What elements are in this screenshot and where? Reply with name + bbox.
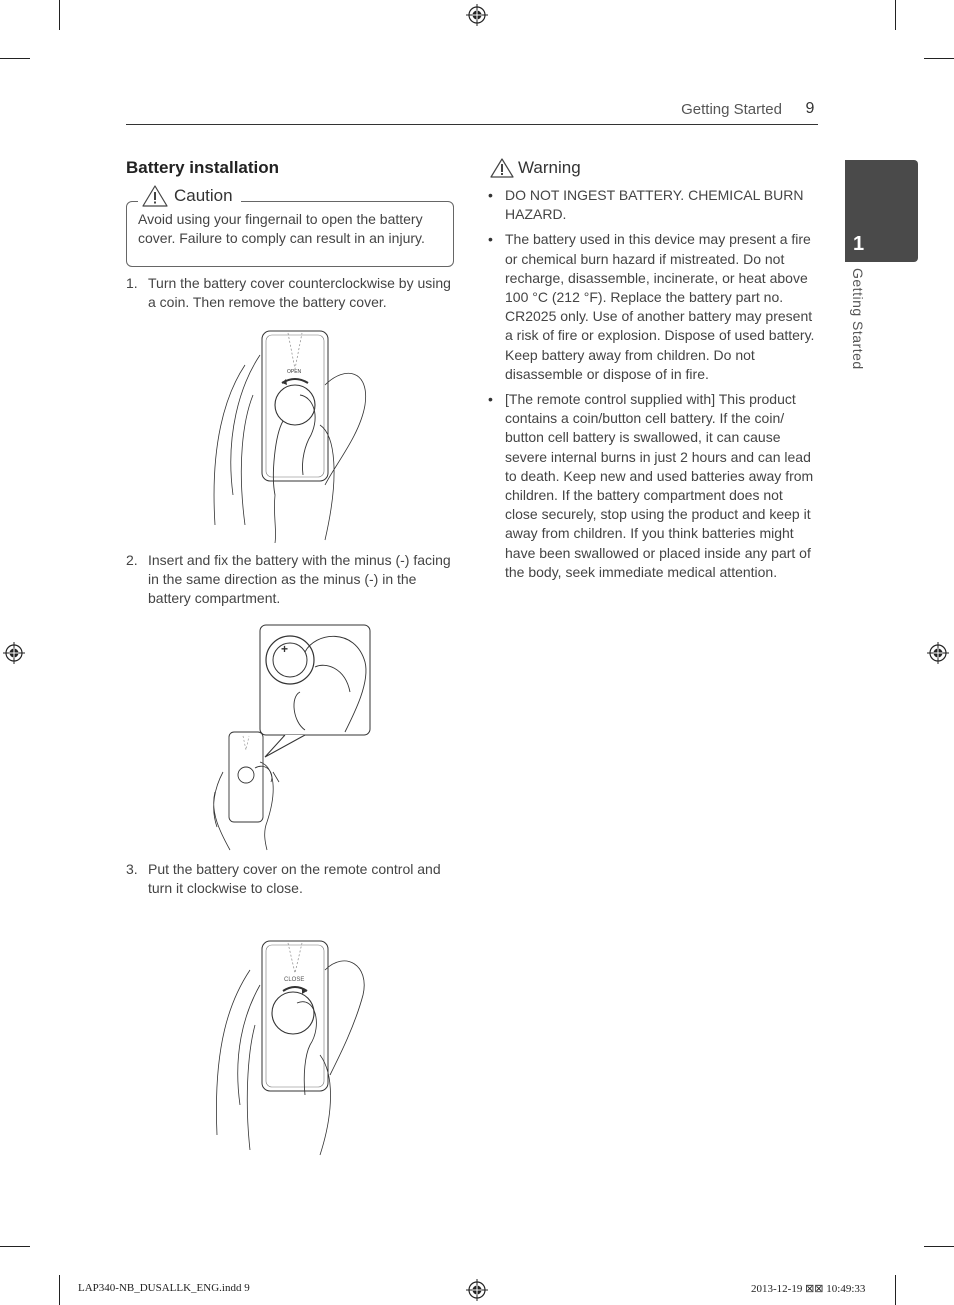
insert-battery-illustration [205, 622, 375, 852]
crop-mark [0, 1246, 30, 1247]
registration-mark-icon [927, 642, 949, 664]
crop-mark [59, 1275, 60, 1305]
crop-mark [59, 0, 60, 30]
crop-mark [924, 58, 954, 59]
chapter-tab-number: 1 [853, 233, 865, 255]
step-number: 3. [126, 861, 138, 877]
registration-mark-icon [466, 1279, 488, 1301]
warning-item: • DO NOT INGEST BATTERY. CHEMICAL BURN HAZARD. [487, 186, 819, 224]
registration-mark-icon [466, 4, 488, 26]
step-text: Insert and fix the battery with the minus (-) facing in the same direction as the minus (-) in the battery compartment. [148, 552, 451, 606]
open-cover-illustration [205, 325, 375, 545]
warning-title: Warning [518, 158, 581, 177]
footer-file-info: LAP340-NB_DUSALLK_ENG.indd 9 [78, 1282, 250, 1294]
warning-item: • The battery used in this device may present a fire or chemical burn hazard if mistreated. Do not recharge, disassemble, incinerate, or heat above 100 °C (212 °F). Replace the battery part no. CR2025 only. Use of another battery may present a risk of fire or explosion. Dispose of used battery. Keep battery away from children. Do not disassemble or dispose of in fire. [487, 230, 819, 384]
plus-label: + [281, 642, 289, 656]
warning-list [487, 186, 819, 588]
warning-heading [490, 158, 581, 178]
warning-item: • [The remote control supplied with] This product contains a coin/button cell battery. If the coin/ button cell battery is swallowed, it can cause severe internal burns in just 2 hours and can lead to death. Keep new and used batteries away from children. If the battery compartment does not close securely, stop using the product and keep it away from children. If you think batteries might have been swallowed or placed inside any part of the body, seek immediate medical attention. [487, 390, 819, 582]
crop-mark [895, 0, 896, 30]
open-label: OPEN [287, 369, 302, 375]
step-2 [126, 551, 456, 608]
footer-timestamp: 2013-12-19 ⊠⊠ 10:49:33 [751, 1283, 866, 1295]
caution-title: Caution [174, 186, 233, 205]
step-text: Put the battery cover on the remote control and turn it clockwise to close. [148, 861, 441, 896]
crop-mark [924, 1246, 954, 1247]
close-label: CLOSE [284, 977, 305, 983]
step-1 [126, 274, 456, 312]
step-number: 1. [126, 275, 138, 291]
crop-mark [895, 1275, 896, 1305]
step-text: Turn the battery cover counterclockwise by using a coin. Then remove the battery cover. [148, 275, 451, 310]
section-title: Battery installation [126, 158, 280, 177]
page-number: 9 [805, 100, 815, 117]
step-3 [126, 860, 456, 898]
header-divider [126, 124, 818, 125]
chapter-tab-label: Getting Started [850, 268, 866, 370]
registration-mark-icon [3, 642, 25, 664]
caution-text: Avoid using your fingernail to open the battery cover. Failure to comply can result in an injury. [138, 211, 425, 246]
warning-icon [490, 158, 514, 178]
step-number: 2. [126, 552, 138, 568]
running-header-title: Getting Started [681, 101, 782, 118]
crop-mark [0, 58, 30, 59]
caution-icon [142, 185, 168, 207]
close-cover-illustration [205, 935, 375, 1160]
caution-heading [138, 185, 241, 207]
